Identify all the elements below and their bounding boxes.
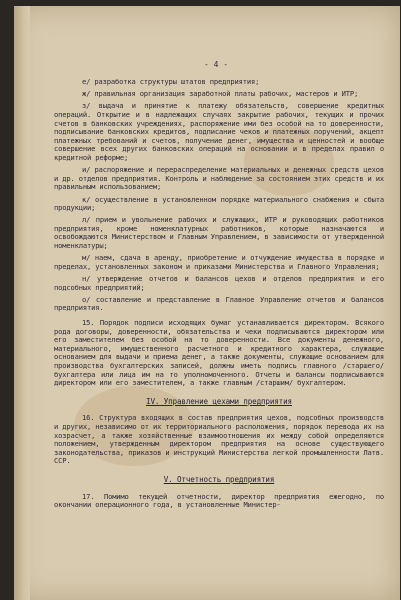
document-page xyxy=(14,6,400,600)
section-iv-title xyxy=(54,398,384,407)
spacer xyxy=(54,52,384,78)
clause-zh: ж/ правильная организация заработной платы рабочих, мастеров и ИТР; xyxy=(82,89,359,99)
section-v-title-text: V. Отчетность предприятия xyxy=(163,474,275,484)
paragraph-16: 16. Структура входящих в состав предприятия цехов, подсобных производств и других, независимо от их территориального расположения, порядок перевода их на хозрасчет, а также хозяйственные взаимоотношения их между собой определяются положением, утвержденным директором предприятия на основе существующего законодательства, приказов и инструкций Министерства легкой промышленности Латв. ССР. xyxy=(54,413,384,466)
page-spine-shadow xyxy=(14,6,30,600)
clause-z: з/ выдача и принятие к платежу обязательств, совершение кредитных операций. Открытие и в надлежащих случаях закрытие рабочих, текущих и прочих счетов в банковских учреждениях, распоряжение ими без особой на то доверенности, подписывание банковских кредитов, подписание чеков и платежных поручений, акцепт платежных требований и счетов, получение денег, имущества и ценностей и вообще совершение всех других банковских операций на основании и в пределах правил о кредитной реформе; xyxy=(54,101,384,162)
clause-i: и/ распоряжение и перераспределение материальных и денежных средств цехов и др. отделов предприятия. Контроль и наблюдение за состоянием этих средств и их правильным использованием; xyxy=(54,165,384,192)
page-number: - 4 - xyxy=(204,60,229,69)
paragraph-17: 17. Помимо текущей отчетности, директор предприятия ежегодно, по окончании операционного года, в установленные Министер- xyxy=(54,491,384,510)
clause-l: л/ прием и увольнение рабочих и служащих, ИТР и руководящих работников предприятия, кроме номенклатурных работников, которые назначаются и освобождаются Министерством и Главным Управлением, в зависимости от утвержденной номенклатуры; xyxy=(54,215,384,251)
clause-k: к/ осуществление в установленном порядке материального снабжения и сбыта продукции; xyxy=(54,194,384,213)
clause-o: о/ составление и представление в Главное Управление отчетов и балансов предприятия. xyxy=(54,294,384,313)
paragraph-15: 15. Порядок подписи исходящих бумаг устанавливается директором. Всякого рода договоры, доверенности, обязательства и чеки подписываются директором или его заместителем без особой на то доверенности. Все документы денежного, материального, имущественного расчетного и кредитного характера, служащие основанием для выдачи и приема денег, а также документы, служащие основанием для производства бухгалтерских записей, должны иметь подпись главного /старшего/ бухгалтера или лица им на то уполномоченного. Отчеты и балансы подписываются директором или его заместителем, а также главным /старшим/ бухгалтером. xyxy=(54,318,384,388)
clause-n: н/ утверждение отчетов и балансов цехов и отделов предприятия и его подсобных предприятий; xyxy=(54,274,384,292)
section-v-title xyxy=(54,476,384,485)
clause-m: м/ наем, сдача в аренду, приобретение и отчуждение имущества в порядке и пределах, установленных законом и приказами Министерства и Главного Управления; xyxy=(54,253,384,271)
document-body xyxy=(54,52,384,513)
clause-e: е/ разработка структуры штатов предприятия; xyxy=(82,77,260,86)
section-iv-title-text: IV. Управление цехами предприятия xyxy=(146,396,292,406)
